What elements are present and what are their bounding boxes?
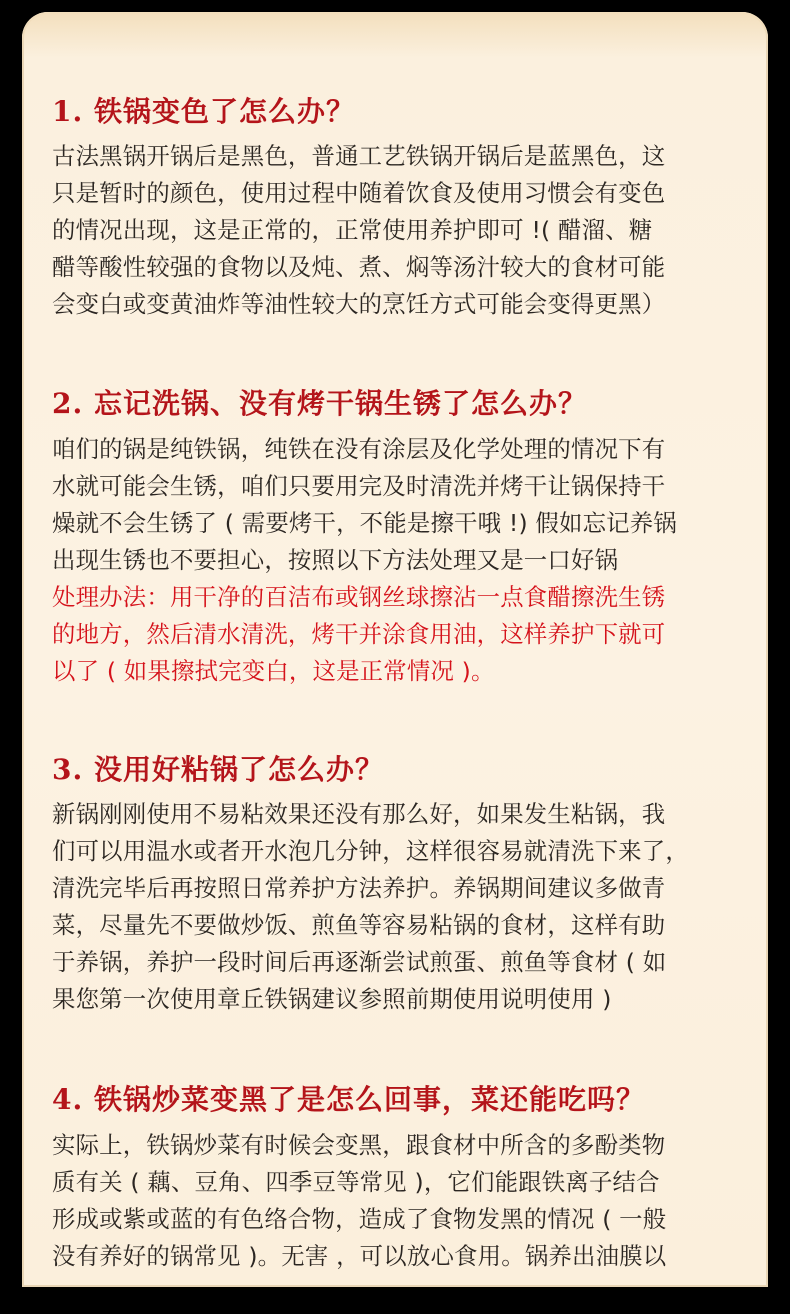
faq-answer-2 bbox=[52, 431, 742, 690]
answer-line: 咱们的锅是纯铁锅，纯铁在没有涂层及化学处理的情况下有 bbox=[52, 435, 666, 463]
answer-line: 于养锅，养护一段时间后再逐渐尝试煎蛋、煎鱼等食材 ( 如 bbox=[52, 948, 667, 976]
answer-line: 的情况出现，这是正常的，正常使用养护即可 !( 醋溜、糖 bbox=[52, 216, 653, 244]
article-card bbox=[22, 12, 768, 1287]
answer-line: 古法黑锅开锅后是黑色，普通工艺铁锅开锅后是蓝黑色，这 bbox=[52, 142, 666, 170]
answer-line: 形成或紫或蓝的有色络合物，造成了食物发黑的情况 ( 一般 bbox=[52, 1205, 667, 1233]
answer-line: 水就可能会生锈，咱们只要用完及时清洗并烤干让锅保持干 bbox=[52, 472, 666, 500]
answer-line: 只是暂时的颜色，使用过程中随着饮食及使用习惯会有变色 bbox=[52, 179, 666, 207]
answer-line: 新锅刚刚使用不易粘效果还没有那么好，如果发生粘锅，我 bbox=[52, 800, 666, 828]
answer-line: 清洗完毕后再按照日常养护方法养护。养锅期间建议多做青 bbox=[52, 874, 666, 902]
faq-answer-4 bbox=[52, 1127, 742, 1275]
faq-heading-3: 3. 没用好粘锅了怎么办？ bbox=[52, 753, 384, 786]
faq-heading-1: 1. 铁锅变色了怎么办？ bbox=[52, 95, 355, 128]
answer-line: 实际上，铁锅炒菜有时候会变黑，跟食材中所含的多酚类物 bbox=[52, 1131, 666, 1159]
solution-line: 的地方，然后清水清洗，烤干并涂食用油，这样养护下就可 bbox=[52, 620, 666, 648]
answer-line: 菜，尽量先不要做炒饭、煎鱼等容易粘锅的食材，这样有助 bbox=[52, 911, 666, 939]
answer-line: 出现生锈也不要担心，按照以下方法处理又是一口好锅 bbox=[52, 546, 619, 574]
solution-line: 处理办法：用干净的百洁布或钢丝球擦沾一点食醋擦洗生锈 bbox=[52, 583, 666, 611]
faq-heading-2: 2. 忘记洗锅、没有烤干锅生锈了怎么办？ bbox=[52, 387, 587, 420]
faq-heading-4: 4. 铁锅炒菜变黑了是怎么回事，菜还能吃吗？ bbox=[52, 1083, 645, 1116]
answer-line: 醋等酸性较强的食物以及炖、煮、焖等汤汁较大的食材可能 bbox=[52, 253, 666, 281]
answer-line: 质有关 ( 藕、豆角、四季豆等常见 )，它们能跟铁离子结合 bbox=[52, 1168, 660, 1196]
answer-line: 没有养好的锅常见 )。无害 ，可以放心食用。锅养出油膜以 bbox=[52, 1242, 667, 1270]
solution-line: 以了 ( 如果擦拭完变白，这是正常情况 )。 bbox=[52, 657, 495, 685]
answer-line: 燥就不会生锈了 ( 需要烤干，不能是擦干哦 !) 假如忘记养锅 bbox=[52, 509, 677, 537]
answer-line: 果您第一次使用章丘铁锅建议参照前期使用说明使用 ) bbox=[52, 985, 612, 1013]
faq-answer-1 bbox=[52, 138, 742, 323]
answer-line: 会变白或变黄油炸等油性较大的烹饪方式可能会变得更黑） bbox=[52, 290, 666, 318]
answer-line: 们可以用温水或者开水泡几分钟，这样很容易就清洗下来了， bbox=[52, 837, 689, 865]
faq-answer-3 bbox=[52, 796, 742, 1018]
